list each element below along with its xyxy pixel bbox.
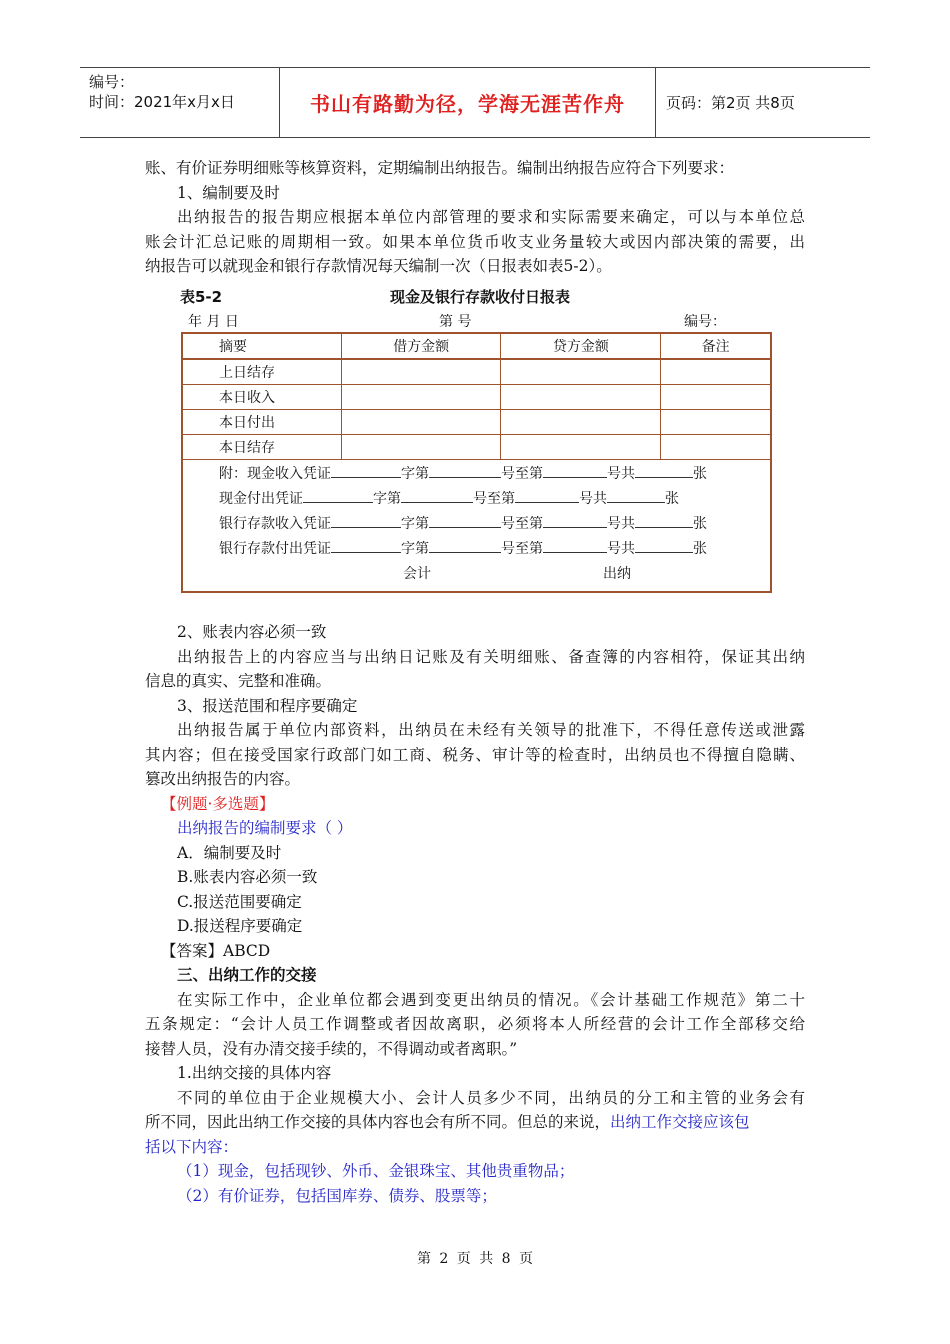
header-meta [80, 68, 280, 137]
row-label: 本日收入 [182, 385, 341, 410]
paragraph-line [145, 1110, 805, 1135]
blank-field [635, 513, 693, 528]
row-label: 上日结存 [182, 359, 341, 385]
table-cell [661, 435, 771, 460]
table-cell [341, 385, 501, 410]
paragraph-line: 括以下内容： [145, 1137, 239, 1156]
subheading-3: 3、报送范围和程序要确定 [177, 696, 358, 715]
blank-field [331, 513, 401, 528]
column-header: 借方金额 [341, 333, 501, 359]
paragraph-continuation: 账、有价证券明细账等核算资料，定期编制出纳报告。编制出纳报告应符合下列要求： [145, 159, 735, 177]
attachment-label: 现金付出凭证 [219, 491, 303, 507]
list-item: （2）有价证券，包括国库券、债券、股票等； [177, 1186, 497, 1205]
paragraph-line: 接替人员，没有办清交接手续的，不得调动或者离职。” [145, 1039, 518, 1058]
blank-field [331, 463, 401, 478]
subheading-2: 2、账表内容必须一致 [177, 623, 327, 641]
table-cell [501, 435, 661, 460]
text-segment: 所不同，因此出纳工作交接的具体内容也会有所不同。但总的来说， [145, 1113, 611, 1131]
option-a: A．编制要及时 [177, 843, 282, 862]
list-item: （1）现金，包括现钞、外币、金银珠宝、其他贵重物品； [177, 1162, 575, 1180]
answer-text: 【答案】ABCD [161, 941, 271, 960]
paragraph-line: 账会计汇总记账的周期相一致。如果本单位货币收支业务量较大或因内部决策的需要，出 [145, 232, 805, 251]
attachment-label: 银行存款付出凭证 [219, 541, 331, 557]
option-b: B.账表内容必须一致 [177, 868, 318, 886]
body-content-top [145, 156, 805, 279]
column-header: 贷方金额 [501, 333, 661, 359]
blank-field [543, 513, 607, 528]
paragraph-line: 其内容；但在接受国家行政部门如工商、税务、审计等的检查时，出纳员也不得擅自隐瞒、 [145, 745, 805, 764]
daily-report-table [181, 332, 772, 593]
column-header: 摘要 [182, 333, 341, 359]
table-cell [661, 410, 771, 435]
table-date: 年 月 日 [188, 314, 239, 330]
row-label: 本日结存 [182, 435, 341, 460]
subheading-1: 1、编制要及时 [177, 183, 280, 202]
attachment-word: 字第 [401, 541, 429, 557]
table-code: 编号： [684, 314, 726, 330]
page-footer: 第 2 页 共 8 页 [416, 1251, 534, 1267]
attachment-line [219, 462, 770, 487]
doc-number-label: 编号： [89, 73, 135, 91]
attachment-word: 字第 [373, 491, 401, 507]
attachment-word: 号至第 [501, 541, 543, 557]
attachment-prefix: 附： [219, 466, 247, 482]
option-c: C.报送范围要确定 [177, 892, 302, 911]
attachment-cell [182, 460, 771, 593]
blank-field [429, 463, 501, 478]
table-number: 表5-2 [180, 288, 223, 306]
table-attachment-row [182, 460, 771, 593]
table-cell [341, 410, 501, 435]
body-content-bottom [145, 620, 805, 1208]
header-motto: 书山有路勤为径，学海无涯苦作舟 [280, 68, 656, 137]
paragraph-line: 不同的单位由于企业规模大小、会计人员多少不同，出纳员的分工和主管的业务会有 [177, 1088, 805, 1107]
paragraph-line: 五条规定：“会计人员工作调整或者因故离职，必须将本人所经营的会计工作全部移交给 [145, 1015, 805, 1033]
table-serial: 第 号 [439, 314, 472, 330]
page-header [80, 67, 870, 138]
table-title: 现金及银行存款收付日报表 [390, 288, 571, 306]
attachment-word: 字第 [401, 466, 429, 482]
blank-field [635, 538, 693, 553]
blank-field [429, 513, 501, 528]
attachment-line [219, 512, 770, 537]
attachment-word: 号至第 [501, 466, 543, 482]
table-cell [501, 385, 661, 410]
paragraph-line: 纳报告可以就现金和银行存款情况每天编制一次（日报表如表5-2）。 [145, 257, 612, 275]
paragraph-line: 信息的真实、完整和准确。 [145, 672, 332, 690]
table-cell [661, 385, 771, 410]
question-text: 出纳报告的编制要求（ ） [177, 819, 353, 837]
table-cell [341, 359, 501, 385]
table-header-row [182, 333, 771, 359]
paragraph-line: 出纳报告的报告期应根据本单位内部管理的要求和实际需要来确定，可以与本单位总 [177, 208, 805, 226]
blank-field [429, 538, 501, 553]
blank-field [515, 488, 579, 503]
table-row [182, 359, 771, 385]
row-label: 本日付出 [182, 410, 341, 435]
blank-field [401, 488, 473, 503]
attachment-word: 张 [693, 516, 707, 532]
table-cell [501, 359, 661, 385]
attachment-word: 号共 [607, 466, 635, 482]
blank-field [303, 488, 373, 503]
signature-line [219, 562, 770, 587]
attachment-line [219, 537, 770, 562]
attachment-label: 银行存款收入凭证 [219, 516, 331, 532]
table-row [182, 410, 771, 435]
attachment-word: 张 [693, 541, 707, 557]
table-row [182, 385, 771, 410]
highlight-segment: 出纳工作交接应该包 [610, 1113, 750, 1131]
table-caption [180, 286, 780, 308]
example-tag: 【例题·多选题】 [161, 794, 275, 813]
attachment-line [219, 487, 770, 512]
header-page-info: 页码：第2页 共8页 [666, 94, 795, 112]
table-cell [501, 410, 661, 435]
attachment-word: 张 [693, 466, 707, 482]
paragraph-line: 出纳报告上的内容应当与出纳日记账及有关明细账、备查簿的内容相符，保证其出纳 [177, 647, 805, 666]
section-heading: 三、出纳工作的交接 [177, 966, 317, 984]
blank-field [543, 463, 607, 478]
table-subheader [188, 311, 748, 331]
paragraph-line: 篡改出纳报告的内容。 [145, 770, 301, 788]
option-d: D.报送程序要确定 [177, 917, 303, 935]
attachment-word: 字第 [401, 516, 429, 532]
column-header: 备注 [661, 333, 771, 359]
attachment-word: 张 [665, 491, 679, 507]
subheading-4: 1.出纳交接的具体内容 [177, 1064, 332, 1082]
blank-field [543, 538, 607, 553]
table-row [182, 435, 771, 460]
sign-cashier: 出纳 [603, 566, 631, 582]
sign-accountant: 会计 [403, 566, 431, 582]
attachment-word: 号共 [579, 491, 607, 507]
attachment-word: 号共 [607, 516, 635, 532]
blank-field [607, 488, 665, 503]
table-cell [661, 359, 771, 385]
paragraph-line: 出纳报告属于单位内部资料，出纳员在未经有关领导的批准下，不得任意传送或泄露 [177, 721, 805, 739]
table-cell [341, 435, 501, 460]
attachment-label: 现金收入凭证 [247, 466, 331, 482]
blank-field [635, 463, 693, 478]
paragraph-line: 在实际工作中，企业单位都会遇到变更出纳员的情况。《会计基础工作规范》第二十 [177, 990, 805, 1009]
attachment-word: 号共 [607, 541, 635, 557]
doc-time: 时间：2021年x月x日 [89, 93, 235, 111]
attachment-word: 号至第 [501, 516, 543, 532]
blank-field [331, 538, 401, 553]
attachment-word: 号至第 [473, 491, 515, 507]
